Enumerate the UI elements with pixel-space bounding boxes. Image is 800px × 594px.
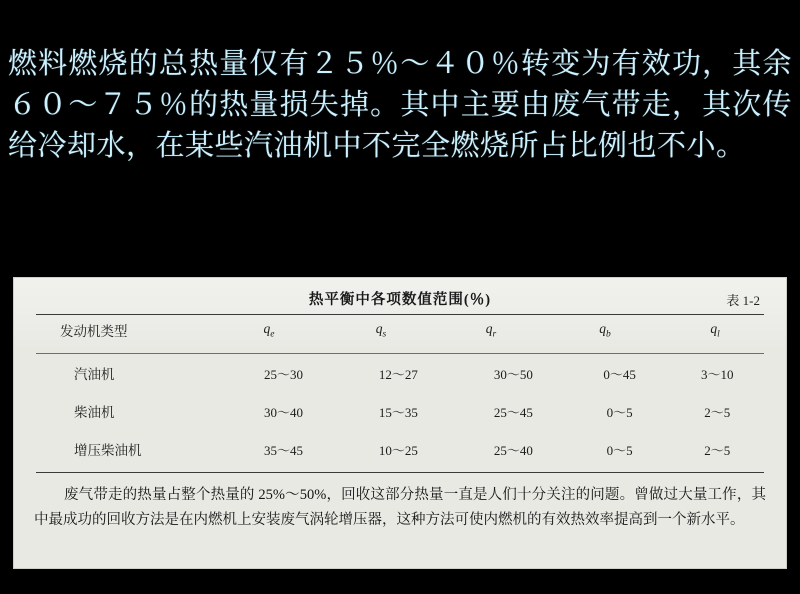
cell-ql: 2～5	[704, 442, 731, 458]
cell-qe: 35～45	[263, 442, 303, 458]
column-header-ql	[664, 315, 766, 349]
scanned-page-image	[14, 278, 786, 568]
cell-qs: 10～25	[378, 442, 418, 458]
subscript-s: s	[382, 329, 387, 340]
cell-qb: 0～5	[606, 442, 633, 458]
symbol-q-s: q	[375, 320, 383, 336]
subscript-b: b	[606, 329, 611, 340]
column-header-qb	[546, 315, 664, 349]
cell-qr: 25～40	[493, 442, 533, 458]
table-head	[34, 315, 766, 349]
table-title: 热平衡中各项数值范围(％)	[308, 292, 492, 308]
table-header	[34, 288, 766, 310]
cell-qe: 25～30	[263, 366, 303, 382]
subscript-e: e	[270, 329, 275, 340]
column-header-engine-type: 发动机类型	[60, 324, 128, 339]
cell-qs: 15～35	[378, 404, 418, 420]
symbol-q-r: q	[485, 320, 493, 336]
table-body	[34, 354, 766, 468]
heat-balance-table	[34, 315, 766, 349]
symbol-q-b: q	[599, 320, 607, 336]
cell-qr: 30～50	[493, 366, 533, 382]
symbol-q-l: q	[710, 320, 718, 336]
table-bottom-rule	[36, 472, 764, 473]
table-number: 表 1-2	[726, 293, 760, 308]
intro-paragraph: 燃料燃烧的总热量仅有２５％～４０％转变为有效功，其余６０～７５％的热量损失掉。其中主要由废气带走，其次传给冷却水，在某些汽油机中不完全燃烧所占比例也不小。	[8, 48, 792, 162]
cell-qs: 12～27	[378, 366, 418, 382]
cell-engine-type: 增压柴油机	[74, 443, 142, 458]
cell-qb: 0～5	[606, 404, 633, 420]
scan-paragraph: 废气带走的热量占整个热量的 25%～50%，回收这部分热量一直是人们十分关注的问题。曾做过大量工作，其中最成功的回收方法是在内燃机上安装废气涡轮增压器，这种方法可使内燃机的有效热效率提高到一个新水平。	[34, 487, 766, 528]
column-header-qe	[212, 315, 326, 349]
table-header-row	[34, 315, 766, 349]
table-row	[34, 354, 766, 392]
scan-content	[14, 278, 786, 568]
cell-ql: 2～5	[704, 404, 731, 420]
subscript-r: r	[492, 329, 497, 340]
heat-balance-table-body	[34, 354, 766, 468]
scan-body-text	[34, 483, 766, 533]
table-row	[34, 430, 766, 468]
cell-qr: 25～45	[493, 404, 533, 420]
cell-ql: 3～10	[700, 366, 734, 382]
table-row	[34, 392, 766, 430]
subscript-l: l	[717, 329, 720, 340]
symbol-q-e: q	[263, 320, 271, 336]
cell-engine-type: 柴油机	[74, 405, 115, 420]
cell-qb: 0～45	[603, 366, 636, 382]
column-header-qr	[436, 315, 546, 349]
cell-engine-type: 汽油机	[74, 367, 115, 382]
column-header-qs	[326, 315, 436, 349]
cell-qe: 30～40	[263, 404, 303, 420]
